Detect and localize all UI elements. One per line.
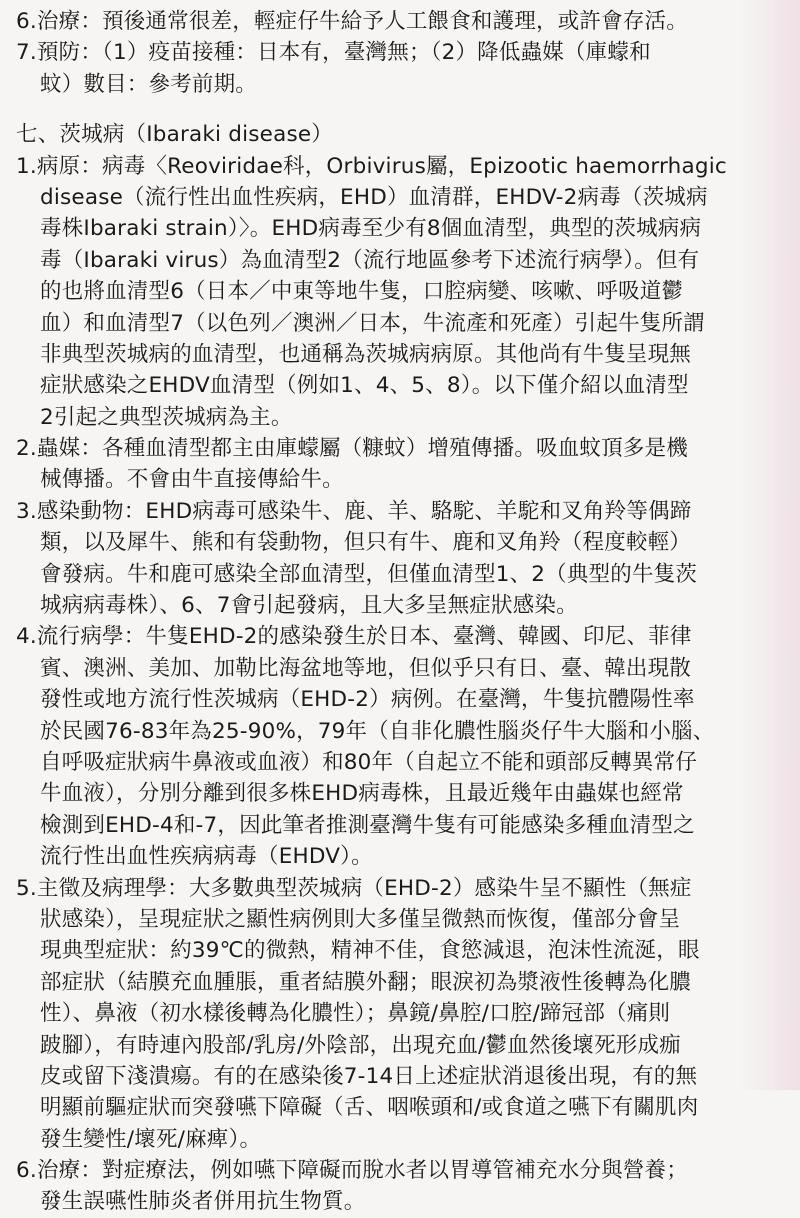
text-line: 6.治療：預後通常很差，輕症仔牛給予人工餵食和護理，或許會存活。 bbox=[16, 9, 688, 34]
text-line: 3.感染動物：EHD病毒可感染牛、鹿、羊、駱駝、羊駝和叉角羚等偶蹄 bbox=[16, 498, 692, 524]
text-line-continuation: 自呼吸症狀病牛鼻液或血液）和80年（自起立不能和頭部反轉異常仔 bbox=[40, 749, 698, 775]
text-line-continuation: 城病病毒株）、6、7會引起發病，且大多呈無症狀感染。 bbox=[40, 593, 578, 619]
text-line-continuation: 發生誤嚥性肺炎者併用抗生物質。 bbox=[40, 1189, 366, 1215]
text-line-continuation: 皮或留下淺潰瘍。有的在感染後7-14日上述症狀消退後出現，有的無 bbox=[40, 1063, 698, 1089]
text-line-continuation: 現典型症狀：約39℃的微熱，精神不佳，食慾減退，泡沫性流涎，眼 bbox=[40, 938, 700, 964]
text-line: 2.蟲媒：各種血清型都主由庫蠓屬（糠蚊）增殖傳播。吸血蚊頂多是機 bbox=[16, 436, 688, 462]
text-line-continuation: 血）和血清型7（以色列／澳洲／日本，牛流產和死產）引起牛隻所謂 bbox=[40, 310, 705, 336]
text-line-continuation: 牛血液），分別分離到很多株EHD病毒株，且最近幾年由蟲媒也經常 bbox=[40, 781, 684, 807]
text-line-continuation: 症狀感染之EHDV血清型（例如1、4、5、8）。以下僅介紹以血清型 bbox=[40, 373, 689, 399]
text-line: 6.治療：對症療法，例如嚥下障礙而脫水者以胃導管補充水分與營養； bbox=[16, 1158, 688, 1184]
paragraph-gap bbox=[16, 100, 786, 119]
text-line-continuation: 部症狀（結膜充血腫脹，重者結膜外翻；眼淚初為漿液性後轉為化膿 bbox=[40, 969, 692, 995]
text-line-continuation: 流行性出血性疾病病毒（EHDV）。 bbox=[40, 844, 373, 870]
text-line-continuation: 的也將血清型6（日本／中東等地牛隻，口腔病變、咳嗽、呼吸道鬱 bbox=[40, 279, 684, 305]
text-line-continuation: 蚊）數目：參考前期。 bbox=[40, 71, 258, 97]
text-line-continuation: 毒株Ibaraki strain）〉。EHD病毒至少有8個血清型，典型的茨城病病 bbox=[40, 216, 702, 242]
text-line-continuation: 跛腳），有時連內股部/乳房/外陰部，出現充血/鬱血然後壞死形成痂 bbox=[40, 1032, 681, 1058]
text-line-continuation: 於民國76-83年為25-90%，79年（自非化膿性腦炎仔牛大腦和小腦、 bbox=[40, 718, 715, 744]
text-line: 5.主徵及病理學：大多數典型茨城病（EHD-2）感染牛呈不顯性（無症 bbox=[16, 875, 692, 901]
text-line-continuation: 毒（Ibaraki virus）為血清型2（流行地區參考下述流行病學）。但有 bbox=[40, 247, 700, 273]
text-line-continuation: disease（流行性出血性疾病，EHD）血清群，EHDV-2病毒（茨城病 bbox=[40, 184, 708, 210]
text-line-continuation: 發性或地方流行性茨城病（EHD-2）病例。在臺灣，牛隻抗體陽性率 bbox=[40, 687, 695, 713]
text-line-continuation: 明顯前驅症狀而突發嚥下障礙（舌、咽喉頭和/或食道之嚥下有關肌肉 bbox=[40, 1095, 699, 1121]
text-line-continuation: 發生變性/壞死/麻痺）。 bbox=[40, 1126, 262, 1152]
text-line-continuation: 性）、鼻液（初水樣後轉為化膿性）；鼻鏡/鼻腔/口腔/蹄冠部（痛則 bbox=[40, 1001, 671, 1027]
text-line: 7.預防：（1）疫苗接種：日本有，臺灣無；（2）降低蟲媒（庫蠓和 bbox=[16, 40, 651, 66]
text-line-continuation: 檢測到EHD-4和-7，因此筆者推測臺灣牛隻有可能感染多種血清型之 bbox=[40, 812, 695, 838]
text-line: 4.流行病學：牛隻EHD-2的感染發生於日本、臺灣、韓國、印尼、菲律 bbox=[16, 624, 692, 650]
text-line-continuation: 狀感染），呈現症狀之顯性病例則大多僅呈微熱而恢復，僅部分會呈 bbox=[40, 906, 681, 932]
text-line-continuation: 非典型茨城病的血清型，也通稱為茨城病病原。其他尚有牛隻呈現無 bbox=[40, 341, 692, 367]
text-line-continuation: 械傳播。不會由牛直接傳給牛。 bbox=[40, 467, 344, 493]
text-line-continuation: 賓、澳洲、美加、加勒比海盆地等地，但似乎只有日、臺、韓出現散 bbox=[40, 655, 692, 681]
text-line-continuation: 會發病。牛和鹿可感染全部血清型，但僅血清型1、2（典型的牛隻茨 bbox=[40, 561, 698, 587]
text-line: 1.病原：病毒〈Reoviridae科，Orbivirus屬，Epizootic haemorrhagic bbox=[16, 153, 727, 179]
text-line: 七、茨城病（Ibaraki disease） bbox=[16, 122, 333, 148]
text-line-continuation: 類，以及犀牛、熊和有袋動物，但只有牛、鹿和叉角羚（程度較輕） bbox=[40, 530, 692, 556]
document-body bbox=[16, 6, 786, 1218]
text-line-continuation: 2引起之典型茨城病為主。 bbox=[40, 404, 293, 430]
